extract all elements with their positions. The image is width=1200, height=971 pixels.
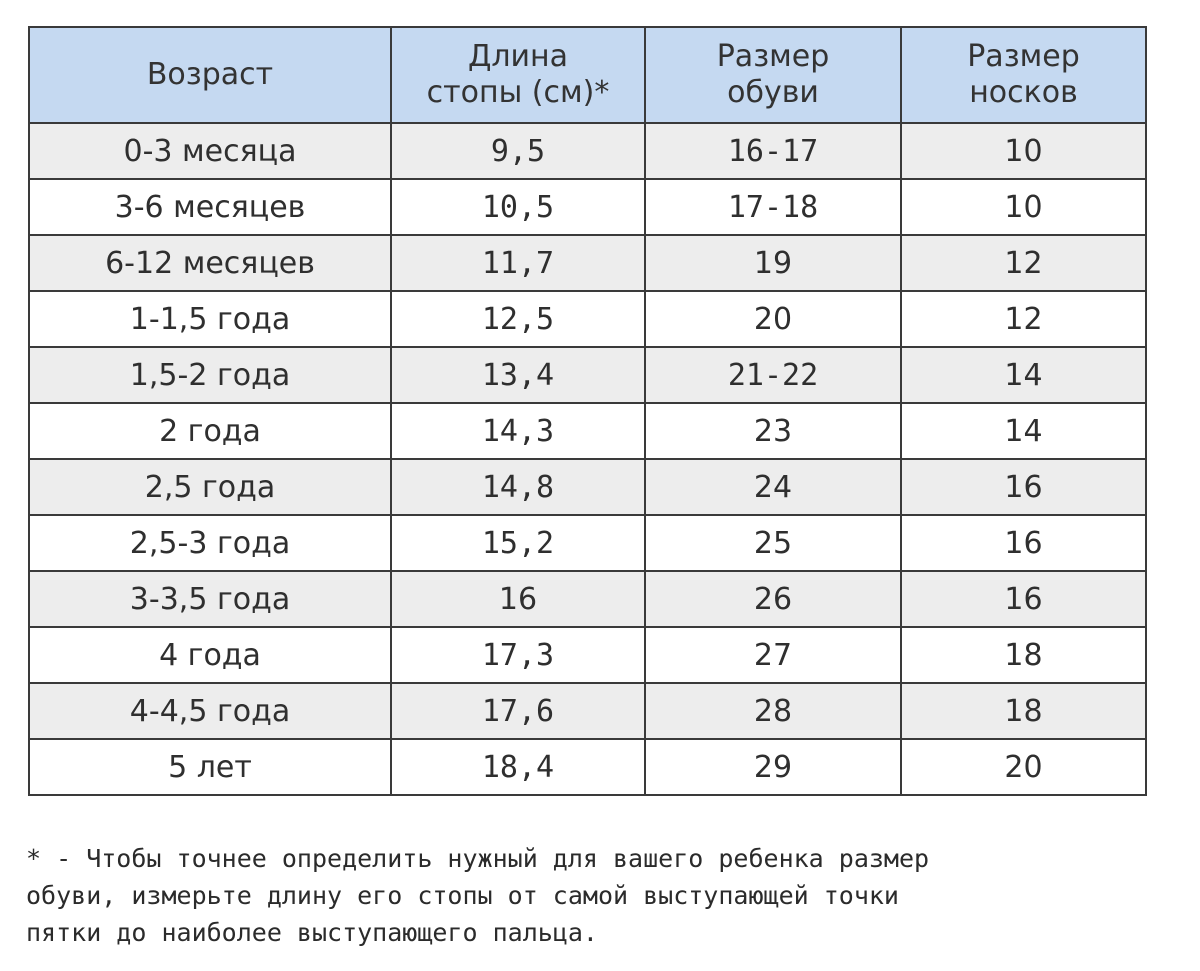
cell-foot-length: 12,5 — [391, 291, 645, 347]
table-header — [29, 27, 1146, 123]
header-shoe-size — [645, 27, 901, 123]
cell-sock-size: 20 — [901, 739, 1146, 795]
cell-shoe-size: 29 — [645, 739, 901, 795]
cell-foot-length: 11,7 — [391, 235, 645, 291]
table-row — [29, 347, 1146, 403]
cell-shoe-size: 21-22 — [645, 347, 901, 403]
table-row — [29, 739, 1146, 795]
table-row — [29, 683, 1146, 739]
cell-sock-size: 16 — [901, 459, 1146, 515]
header-age-label: Возраст — [146, 57, 274, 92]
cell-sock-size: 18 — [901, 627, 1146, 683]
cell-age: 3-6 месяцев — [29, 179, 391, 235]
cell-shoe-size: 17-18 — [645, 179, 901, 235]
cell-shoe-size: 24 — [645, 459, 901, 515]
cell-sock-size: 10 — [901, 123, 1146, 179]
table-row — [29, 515, 1146, 571]
cell-age: 1,5-2 года — [29, 347, 391, 403]
header-foot-length — [391, 27, 645, 123]
table-body — [29, 123, 1146, 795]
table-row — [29, 627, 1146, 683]
cell-age: 5 лет — [29, 739, 391, 795]
cell-sock-size: 12 — [901, 235, 1146, 291]
cell-age: 0-3 месяца — [29, 123, 391, 179]
table-row — [29, 459, 1146, 515]
cell-age: 6-12 месяцев — [29, 235, 391, 291]
cell-shoe-size: 20 — [645, 291, 901, 347]
cell-age: 2,5 года — [29, 459, 391, 515]
table-row — [29, 291, 1146, 347]
table-row — [29, 235, 1146, 291]
size-table — [28, 26, 1147, 796]
footnote-line-1: * - Чтобы точнее определить нужный для вашего ребенка размер — [26, 844, 930, 873]
cell-foot-length: 14,3 — [391, 403, 645, 459]
cell-age: 2 года — [29, 403, 391, 459]
header-foot-length-line2: стопы (см)* — [426, 75, 610, 110]
cell-sock-size: 12 — [901, 291, 1146, 347]
header-foot-length-line1: Длина — [467, 39, 569, 74]
cell-age: 1-1,5 года — [29, 291, 391, 347]
cell-shoe-size: 23 — [645, 403, 901, 459]
cell-foot-length: 17,3 — [391, 627, 645, 683]
table-row — [29, 179, 1146, 235]
cell-shoe-size: 26 — [645, 571, 901, 627]
cell-foot-length: 10,5 — [391, 179, 645, 235]
cell-shoe-size: 19 — [645, 235, 901, 291]
cell-sock-size: 14 — [901, 403, 1146, 459]
header-sock-size-line2: носков — [969, 75, 1078, 110]
table-row — [29, 123, 1146, 179]
cell-foot-length: 17,6 — [391, 683, 645, 739]
header-shoe-size-line2: обуви — [727, 75, 819, 110]
cell-sock-size: 14 — [901, 347, 1146, 403]
cell-shoe-size: 27 — [645, 627, 901, 683]
cell-foot-length: 16 — [391, 571, 645, 627]
header-age — [29, 27, 391, 123]
cell-sock-size: 16 — [901, 515, 1146, 571]
header-sock-size — [901, 27, 1146, 123]
footnote — [26, 840, 1186, 951]
cell-age: 4 года — [29, 627, 391, 683]
cell-sock-size: 18 — [901, 683, 1146, 739]
cell-foot-length: 9,5 — [391, 123, 645, 179]
footnote-line-3: пятки до наиболее выступающего пальца. — [26, 918, 598, 947]
table-row — [29, 403, 1146, 459]
cell-age: 2,5-3 года — [29, 515, 391, 571]
cell-shoe-size: 25 — [645, 515, 901, 571]
cell-foot-length: 13,4 — [391, 347, 645, 403]
cell-shoe-size: 28 — [645, 683, 901, 739]
cell-shoe-size: 16-17 — [645, 123, 901, 179]
table-row — [29, 571, 1146, 627]
header-row — [29, 27, 1146, 123]
cell-foot-length: 15,2 — [391, 515, 645, 571]
cell-sock-size: 16 — [901, 571, 1146, 627]
cell-age: 4-4,5 года — [29, 683, 391, 739]
cell-foot-length: 18,4 — [391, 739, 645, 795]
cell-sock-size: 10 — [901, 179, 1146, 235]
footnote-line-2: обуви, измерьте длину его стопы от самой выступающей точки — [26, 881, 899, 910]
cell-age: 3-3,5 года — [29, 571, 391, 627]
header-sock-size-line1: Размер — [967, 39, 1080, 74]
cell-foot-length: 14,8 — [391, 459, 645, 515]
header-shoe-size-line1: Размер — [716, 39, 830, 74]
